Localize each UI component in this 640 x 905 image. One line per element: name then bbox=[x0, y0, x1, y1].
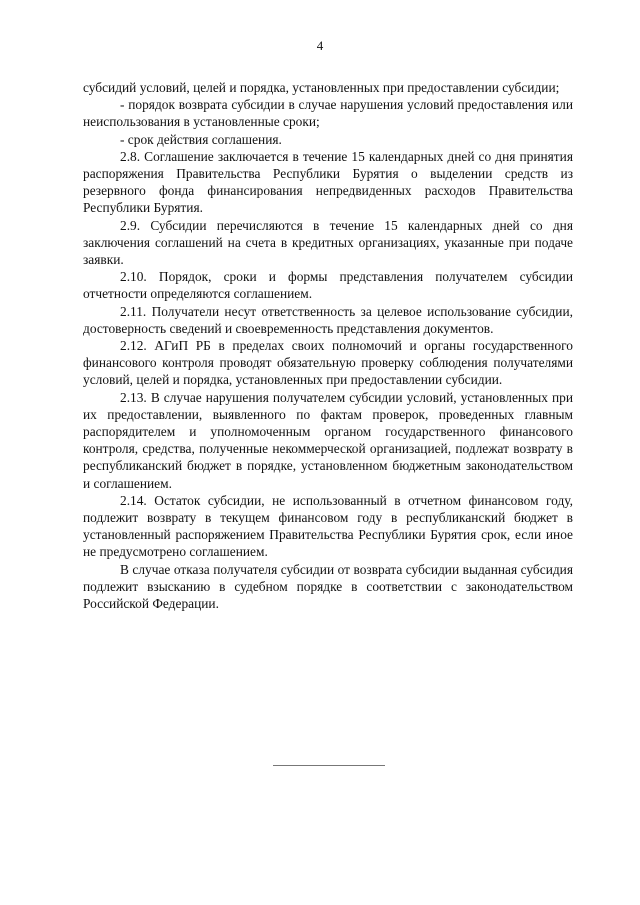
paragraph-2-9: 2.9. Субсидии перечисляются в течение 15 календарных дней со дня заключения соглашений на счета в кредитных организациях, указанные при подаче заявки. bbox=[83, 217, 573, 268]
page-number: 4 bbox=[316, 38, 324, 53]
paragraph-list-item-term: - срок действия соглашения. bbox=[120, 131, 282, 147]
paragraph-list-item-return-order: - порядок возврата субсидии в случае нарушения условий предоставления или неиспользования в установленные сроки; bbox=[83, 97, 573, 130]
paragraph-2-14: 2.14. Остаток субсидии, не использованный в отчетном финансовом году, подлежит возврату в текущем финансовом году в республиканский бюджет в установленный распоряжением Правительства Республики Бурятия срок, если иное не предусмотрено соглашением. bbox=[83, 492, 573, 560]
paragraph-continuation: субсидий условий, целей и порядка, установленных при предоставлении субсидии; bbox=[83, 80, 560, 95]
document-body bbox=[83, 79, 573, 612]
paragraph-2-13: 2.13. В случае нарушения получателем субсидии условий, установленных при их предоставлении, выявленного по фактам проверок, проведенных главным распорядителем и уполномоченным органом государственного финансового контроля, средства, полученные некоммерческой организацией, подлежат возврату в республиканский бюджет в порядке, установленном бюджетным законодательством и соглашением. bbox=[83, 389, 573, 491]
paragraph-2-11: 2.11. Получатели несут ответственность за целевое использование субсидии, достоверность сведений и своевременность представления документов. bbox=[83, 303, 573, 336]
end-separator-line bbox=[273, 765, 385, 766]
paragraph-2-8: 2.8. Соглашение заключается в течение 15 календарных дней со дня принятия распоряжения Правительства Республики Бурятия о выделении средств из резервного фонда финансирования непредвиденных расходов Правительства Республики Бурятия. bbox=[83, 148, 573, 216]
paragraph-2-10: 2.10. Порядок, сроки и формы представления получателем субсидии отчетности определяются соглашением. bbox=[83, 269, 573, 302]
paragraph-2-12: 2.12. АГиП РБ в пределах своих полномочий и органы государственного финансового контроля проводят обязательную проверку соблюдения получателями условий, целей и порядка, установленных при предоставлении субсидии. bbox=[83, 338, 573, 388]
paragraph-refusal: В случае отказа получателя субсидии от возврата субсидии выданная субсидия подлежит взысканию в судебном порядке в соответствии с законодательством Российской Федерации. bbox=[83, 561, 573, 612]
